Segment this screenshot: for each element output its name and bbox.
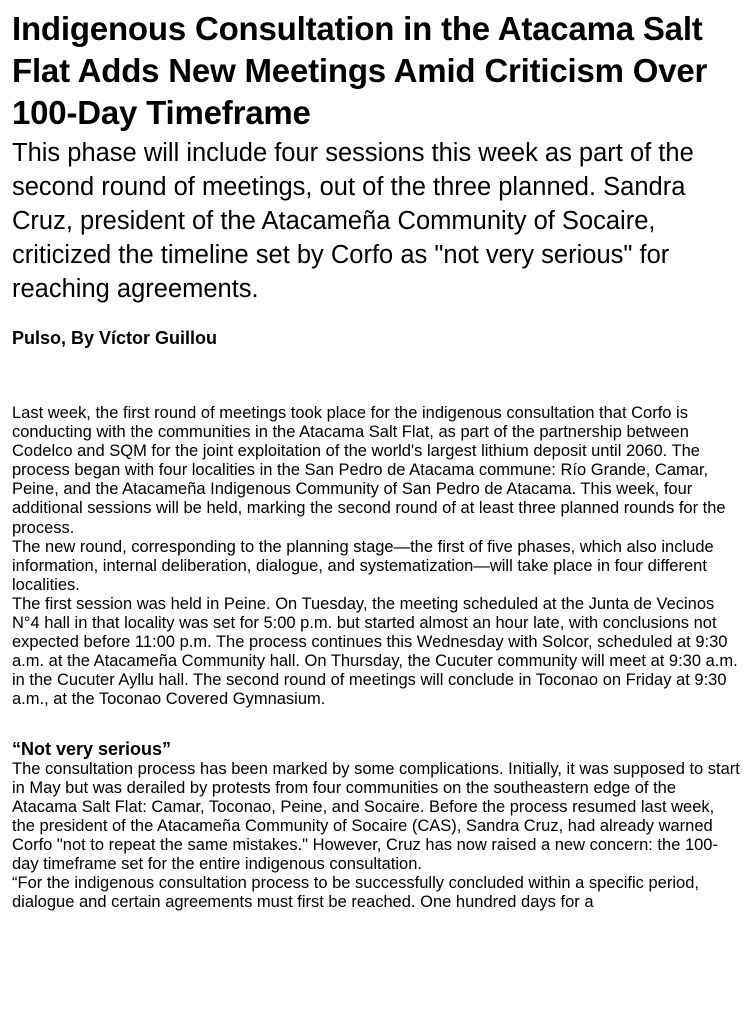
headline: Indigenous Consultation in the Atacama Salt Flat Adds New Meetings Amid Criticism Over 100-Day Timeframe: [12, 10, 708, 131]
body-paragraph-1: Last week, the first round of meetings took place for the indigenous consultation that Corfo is conducting with the communities in the Atacama Salt Flat, as part of the partnership between Codelco and SQM for the joint exploitation of the world's largest lithium deposit until 2060. The process began with four localities in the San Pedro de Atacama commune: Río Grande, Camar, Peine, and the Atacameña Indigenous Community of San Pedro de Atacama. This week, four additional sessions will be held, marking the second round of at least three planned rounds for the process.: [12, 404, 726, 537]
body-paragraph-2: The new round, corresponding to the planning stage—the first of five phases, which also include information, internal deliberation, dialogue, and systematization—will take place in four different localities.: [12, 537, 714, 594]
byline: Pulso, By Víctor Guillou: [12, 328, 218, 348]
section-heading: “Not very serious”: [12, 738, 172, 759]
article: [12, 0, 740, 912]
section-paragraph-1: The consultation process has been marked by some complications. Initially, it was supposed to start in May but was derailed by protests from four communities on the southeastern edge of the Atacama Salt Flat: Camar, Toconao, Peine, and Socaire. Before the process resumed last week, the president of the Atacameña Community of Socaire (CAS), Sandra Cruz, had already warned Corfo "not to repeat the same mistakes." However, Cruz has now raised a new concern: the 100-day timeframe set for the entire indigenous consultation.: [12, 759, 740, 873]
subheadline: This phase will include four sessions this week as part of the second round of meetings, out of the three planned. Sandra Cruz, president of the Atacameña Community of Socaire, criticized the timeline set by Corfo as "not very serious" for reaching agreements.: [12, 139, 694, 303]
article-body: [12, 404, 740, 912]
section-paragraph-2: “For the indigenous consultation process to be successfully concluded within a specific period, dialogue and certain agreements must first be reached. One hundred days for a: [12, 874, 699, 912]
body-paragraph-3: The first session was held in Peine. On Tuesday, the meeting scheduled at the Junta de Vecinos N°4 hall in that locality was set for 5:00 p.m. but started almost an hour late, with conclusions not expected before 11:00 p.m. The process continues this Wednesday with Solcor, scheduled at 9:30 a.m. at the Atacameña Community hall. On Thursday, the Cucuter community will meet at 9:30 a.m. in the Cucuter Ayllu hall. The second round of meetings will conclude in Toconao on Friday at 9:30 a.m., at the Toconao Covered Gymnasium.: [12, 594, 738, 709]
